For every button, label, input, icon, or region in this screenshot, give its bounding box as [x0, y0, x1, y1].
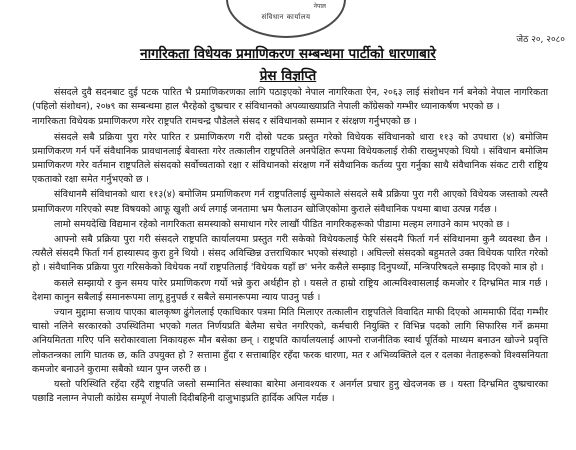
- paragraph: संसदले दुवै सदनबाट दुई पटक पारित भै प्रमाणिकरणका लागि पठाइएको नेपाल नागरिकता ऐन, २०६३ लाई संशोधन गर्न बनेको नेपाल नागरिकता (पहिलो संशोधन), २०७९ का सम्बन्धमा हाल भैरहेको दुष्प्रचार र संविधानको अपव्याख्याप्रति नेपाली काँग्रेसको गम्भीर ध्यानाकर्षण भएको छ ।: [32, 87, 548, 113]
- paragraph: ज्यान मुद्दामा सजाय पाएका बालकृष्ण ढुंगेललाई एकाधिकार पत्रमा मिति मिलाएर तत्कालीन राष्ट्रपतिले विवादित माफी दिएको आममाफी दिंदा गम्भीर चासो नलिने सरकारको उपस्थितिमा भएको गलत निर्णयप्रति बेलैमा सचेत नगरिएको, कर्मचारी नियुक्ति र विभिन्न पदको लागि सिफारिस गर्ने क्रममा अनियमितता गरिए पनि सरोकारवाला निकायहरू मौन बसेका छन् । राष्ट्रपति कार्यालयलाई आफ्नो राजनीतिक स्वार्थ पूर्तिको माध्यम बनाउन खोज्ने प्रवृत्ति लोकतन्त्रका लागि घातक छ, कति उपयुक्त हो ? सत्तामा हुँदा र सत्ताबाहिर रहँदा फरक धारणा, मत र अभिव्यक्तिले दल र दलका नेताहरूको विश्वसनियता कमजोर बनाउने कुरामा सबैको ध्यान पुग्न जरुरी छ ।: [32, 307, 548, 375]
- paragraph: नागरिकता विधेयक प्रमाणिकरण गरेर राष्ट्रपति रामचन्द्र पौडेलले संसद र संविधानको सम्मान र संरक्षण गर्नुभएको छ ।: [32, 116, 417, 128]
- paragraph: संसदले सबै प्रक्रिया पुरा गरेर पारित र प्रमाणिकरण गरी दोस्रो पटक प्रस्तुत गरेको विधेयक संविधानको धारा ११३ को उपधारा (४) बमोजिम प्रमाणिकरण गर्न पर्ने संवैधानिक प्रावधानलाई बेवास्ता गरेर तत्कालीन राष्ट्रपतिले अनपेक्षित रूपमा विधेयकलाई रोकी राख्नुभएको थियो । संविधान बमोजिम प्रमाणिकरण गरेर वर्तमान राष्ट्रपतिले संसदको सर्वोच्चताको रक्षा र संविधानको संरक्षण गर्ने संवैधानिक कर्तव्य पुरा गर्नुका साथै संवैधानिक संकट टारी राष्ट्रिय एकताको रक्षा समेत गर्नुभएको छ ।: [32, 131, 548, 186]
- paragraph: संविधानमै संविधानको धारा ११३(४) बमोजिम प्रमाणिकरण गर्न राष्ट्रपतिलाई सुम्पेकाले संसदले सबै प्रक्रिया पुरा गरी आएको विधेयक जस्ताको त्यस्तै प्रमाणिकरण गरिएको स्पष्ट विषयको आफू खुशी अर्थ लगाई जनतामा भ्रम फैलाउन खोजिएकोमा कुराले संवैधानिक पथमा बाधा उत्पन्न गर्दछ ।: [32, 189, 548, 215]
- paragraph: आफ्नो सबै प्रक्रिया पुरा गरी संसदले राष्ट्रपति कार्यालयमा प्रस्तुत गरी सकेको विधेयकलाई फेरि संसदमै फिर्ता गर्न संविधानमा कुनै व्यवस्था छैन । त्यसैले संसदमै फिर्ता गर्न हास्यास्पद कुरा हुने थियो । संसद अविच्छिन्न उत्तराधिकार भएको संस्थाहो । अघिल्लो संसदको बहुमतले उक्त विधेयक पारित गरेको हो । संवैधानिक प्रक्रिया पुरा गरिसकेको विधेयक नयाँ राष्ट्रपतिलाई 'विधेयक यहाँ छ' भनेर कसैले सम्झाइ दिनुपर्थ्यो, मन्त्रिपरिषदले सम्झाइ दिएको मात्र हो ।: [32, 234, 548, 274]
- seal-text: संविधान कार्यालय: [261, 13, 311, 21]
- date: जेठ २०, २०८०: [516, 35, 565, 45]
- seal-text-top: नेपाल: [313, 3, 326, 10]
- paragraph: कसले सम्झायो र कुन समय पारेर प्रमाणिकरण गर्यो भन्ने कुरा अर्थहीन हो । यसले त हाम्रो राष्ट्रिय आत्मविश्वासलाई कमजोर र दिग्भ्रमित मात्र गर्छ । देशमा कानुन सबैलाई समानरूपमा लागू हुनुपर्छ र सबैले समानरूपमा न्याय पाउनु पर्छ ।: [32, 277, 548, 303]
- paragraph: लामो समयदेखि विद्यमान रहेको नागरिकता समस्याको समाधान गरेर लाखौं पीडित नागरिकहरूको पीडामा मल्हम लगाउने काम भएको छ ।: [54, 218, 510, 230]
- document-body: [32, 86, 548, 407]
- page-title: नागरिकता विधेयक प्रमाणिकरण सम्बन्धमा पार्टीको धारणाबारे: [140, 46, 436, 62]
- party-seal: [226, 0, 346, 38]
- paragraph: यस्तो परिस्थिति रहँदा रहँदै राष्ट्रपति जस्तो सम्मानित संस्थाका बारेमा अनावश्यक र अनर्गल प्रचार हुनु खेदजनक छ । यस्ता दिग्भ्रमित दुष्प्रचारका पछाडि नलाग्न नेपाली कांग्रेस सम्पूर्ण नेपाली दिदीबहिनी दाजुभाइप्रति हार्दिक अपिल गर्दछ ।: [32, 379, 548, 405]
- page-subtitle: प्रेस विज्ञप्ति: [259, 68, 317, 84]
